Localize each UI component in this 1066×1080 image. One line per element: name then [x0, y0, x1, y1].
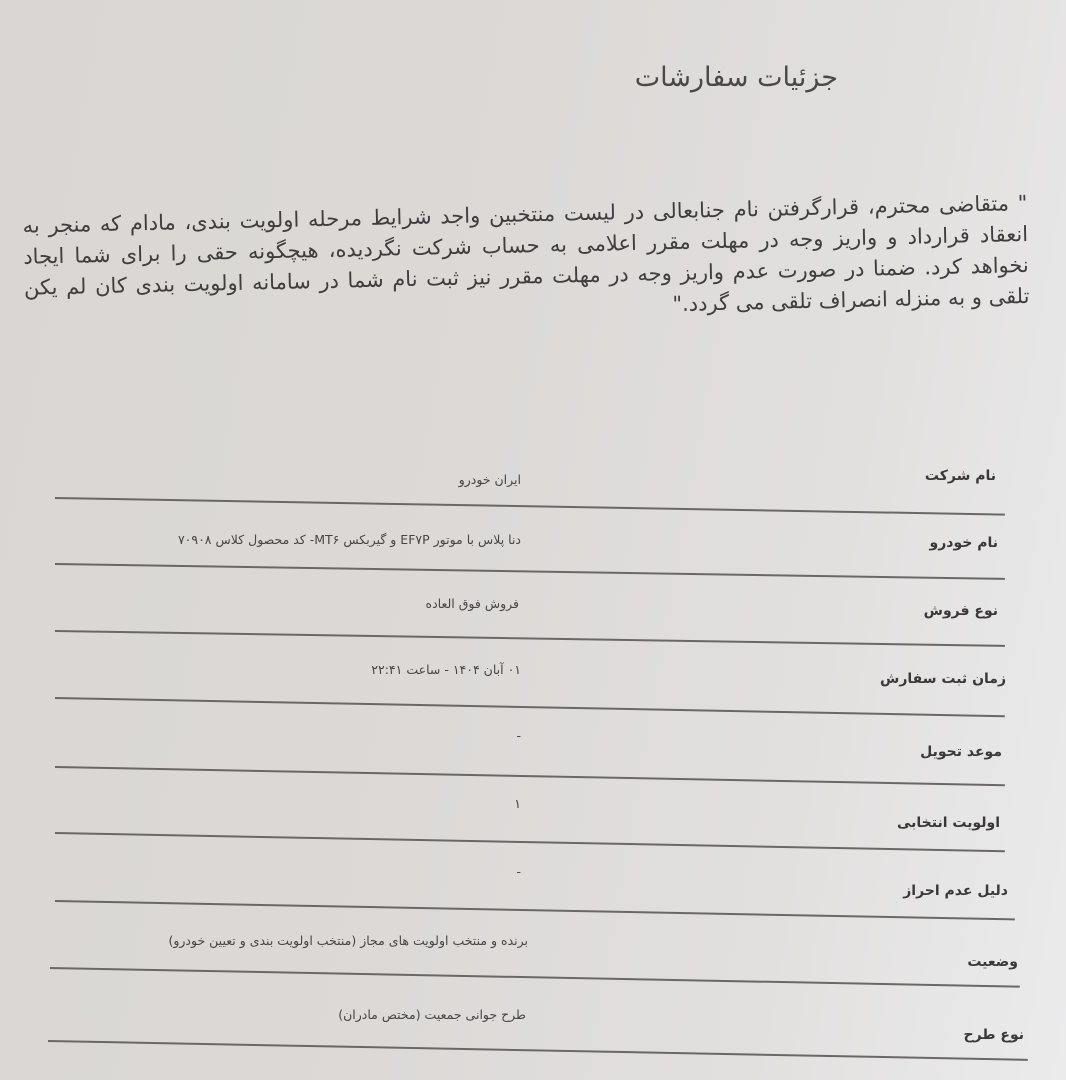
divider [50, 967, 1020, 987]
divider [55, 832, 1005, 852]
field-value: برنده و منتخب اولویت های مجاز (منتخب اولویت بندی و تعیین خودرو) [168, 933, 528, 948]
divider [55, 563, 1005, 579]
field-value: فروش فوق العاده [425, 596, 519, 611]
field-label: نوع فروش [923, 603, 998, 619]
field-value: دنا پلاس با موتور EF۷P و گیربکس MT۶- کد محصول کلاس ۷۰۹۰۸ [177, 532, 521, 547]
divider [48, 1040, 1028, 1060]
divider [55, 697, 1005, 717]
field-label: نام خودرو [929, 535, 998, 551]
notice-paragraph: " متقاضی محترم، قرارگرفتن نام جنابعالی در لیست منتخبین واجد شرایط مرحله اولویت بندی، مادام که منجر به انعقاد قرارداد و واریز وجه در مهلت مقرر اعلامی به حساب شرکت نگردیده، هیچگونه حقی را برای شما ایجاد نخواهد کرد. ضمنا در صورت عدم واریز وجه در مهلت مقرر نیز ثبت نام شما در سامانه اولویت بندی کان لم یکن تلقی و به منزله انصراف تلقی می گردد." [22, 190, 1030, 317]
field-label: دلیل عدم احراز [903, 883, 1008, 899]
field-label: نوع طرح [963, 1027, 1024, 1043]
field-label: وضعیت [967, 954, 1018, 970]
divider [55, 766, 1005, 786]
divider [55, 900, 1015, 920]
field-value: ۱ [514, 796, 521, 811]
field-label: زمان ثبت سفارش [880, 671, 1006, 687]
field-value: ۰۱ آبان ۱۴۰۴ - ساعت ۲۲:۴۱ [371, 662, 521, 677]
divider [55, 630, 1005, 646]
page-title: جزئیات سفارشات [634, 62, 838, 93]
field-value: ایران خودرو [458, 472, 521, 487]
field-label: اولویت انتخابی [896, 815, 1000, 831]
field-label: موعد تحویل [920, 744, 1002, 760]
field-value: - [516, 728, 521, 743]
field-value: - [516, 864, 521, 879]
divider [55, 497, 1005, 515]
field-value: طرح جوانی جمعیت (مختص مادران) [338, 1007, 526, 1022]
field-label: نام شرکت [924, 468, 996, 484]
